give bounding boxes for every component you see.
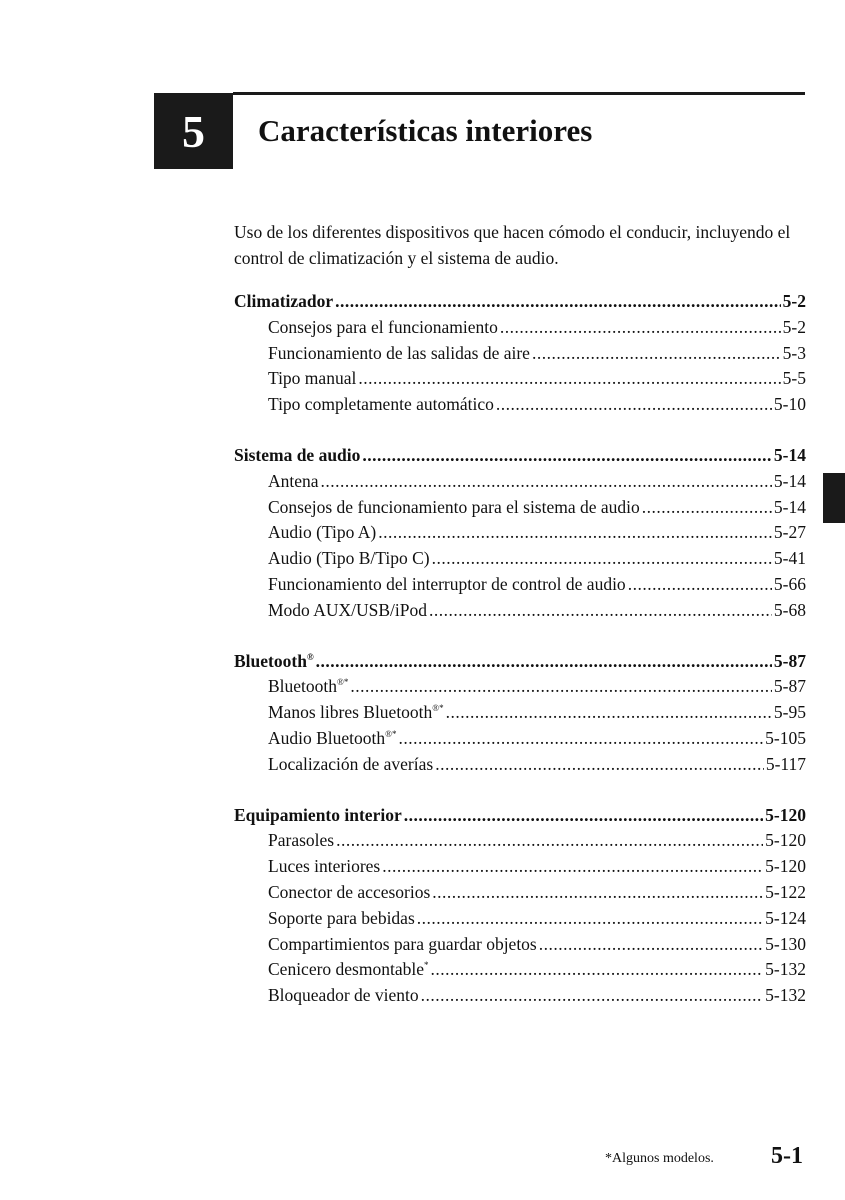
toc-entry-text: Equipamiento interior (234, 804, 402, 825)
toc-entry[interactable] (234, 469, 806, 495)
toc-entry-label (268, 341, 530, 367)
toc-entry-text: Consejos de funcionamiento para el sistema de audio (268, 496, 640, 517)
toc-entry[interactable] (234, 957, 806, 983)
toc-entry[interactable] (234, 726, 806, 752)
dot-leader (432, 880, 763, 906)
toc-page-ref: 5-124 (765, 907, 806, 928)
toc-entry-label (268, 932, 537, 958)
dot-leader (321, 469, 772, 495)
toc-entry-label (268, 366, 356, 392)
toc-entry-text: Soporte para bebidas (268, 907, 415, 928)
toc-entry[interactable] (234, 932, 806, 958)
toc-page-ref: 5-132 (765, 985, 806, 1006)
toc-section (234, 443, 806, 624)
toc-page-ref: 5-68 (773, 599, 806, 620)
toc-entry-label (268, 983, 419, 1009)
toc-entry[interactable] (234, 315, 806, 341)
footnote: *Algunos modelos. (605, 1151, 714, 1166)
toc-entry-label (268, 469, 319, 495)
toc-page-ref: 5-3 (782, 342, 806, 363)
dot-leader (399, 726, 764, 752)
toc-page-ref: 5-5 (782, 368, 806, 389)
toc-page-ref: 5-132 (765, 959, 806, 980)
toc-page-ref: 5-41 (773, 548, 806, 569)
toc-page-ref: 5-87 (773, 650, 806, 671)
toc-entry-text: Sistema de audio (234, 444, 361, 465)
toc-entry-label (268, 674, 348, 700)
toc-entry-label (234, 649, 314, 675)
chapter-side-tab (823, 473, 845, 523)
toc-entry-label (268, 828, 334, 854)
toc-entry-text: Conector de accesorios (268, 881, 431, 902)
toc-entry-superscript: * (424, 960, 429, 971)
dot-leader (378, 520, 772, 546)
toc-entry-text: Bloqueador de viento (268, 985, 419, 1006)
toc-page-ref: 5-120 (765, 830, 806, 851)
toc-entry-superscript: ®* (385, 728, 397, 739)
toc-section-heading[interactable] (234, 443, 806, 469)
toc-page-ref: 5-27 (773, 522, 806, 543)
dot-leader (316, 649, 772, 675)
dot-leader (429, 598, 772, 624)
toc-entry-label (268, 906, 415, 932)
toc-entry-label (268, 392, 494, 418)
toc-entry-text: Cenicero desmontable (268, 959, 424, 980)
page-number: 5-1 (771, 1143, 803, 1169)
dot-leader (432, 546, 772, 572)
dot-leader (435, 752, 764, 778)
toc-entry-label (268, 315, 498, 341)
toc-entry[interactable] (234, 828, 806, 854)
toc-page-ref: 5-66 (773, 573, 806, 594)
toc-page-ref: 5-14 (773, 496, 806, 517)
toc-section-heading[interactable] (234, 289, 806, 315)
toc-entry[interactable] (234, 700, 806, 726)
dot-leader (404, 803, 763, 829)
toc-page-ref: 5-14 (773, 444, 806, 465)
toc-page-ref: 5-87 (773, 676, 806, 697)
toc-entry-text: Bluetooth (234, 650, 307, 671)
chapter-intro: Uso de los diferentes dispositivos que hacen cómodo el conducir, incluyendo el control de climatización y el sistema de audio. (234, 222, 791, 268)
chapter-header-rule (233, 92, 805, 95)
toc-entry-superscript: ® (306, 651, 314, 662)
toc-entry-text: Climatizador (234, 291, 334, 311)
chapter-number: 5 (182, 105, 205, 157)
toc-page-ref: 5-105 (765, 727, 806, 748)
toc-entry-text: Consejos para el funcionamiento (268, 316, 498, 337)
chapter-title: Características interiores (258, 113, 593, 148)
toc-entry-superscript: ®* (337, 677, 349, 688)
toc-entry[interactable] (234, 366, 806, 392)
toc-entry-text: Antena (268, 470, 319, 491)
toc-entry[interactable] (234, 495, 806, 521)
dot-leader (336, 828, 763, 854)
toc-entry[interactable] (234, 341, 806, 367)
toc-entry-label (268, 572, 626, 598)
toc-page-ref: 5-2 (782, 316, 806, 337)
dot-leader (350, 674, 772, 700)
toc-entry-label (268, 546, 430, 572)
toc-entry-label (234, 803, 402, 829)
toc-section-heading[interactable] (234, 803, 806, 829)
dot-leader (532, 341, 781, 367)
dot-leader (431, 957, 764, 983)
table-of-contents (234, 289, 806, 1034)
toc-section (234, 289, 806, 418)
toc-section-heading[interactable] (234, 649, 806, 675)
toc-entry-label (268, 854, 380, 880)
toc-entry-label (268, 520, 376, 546)
toc-section (234, 649, 806, 778)
toc-entry[interactable] (234, 572, 806, 598)
toc-entry[interactable] (234, 906, 806, 932)
toc-entry-text: Compartimientos para guardar objetos (268, 933, 537, 954)
toc-page-ref: 5-120 (765, 804, 806, 825)
toc-entry-label (268, 495, 640, 521)
toc-entry-text: Manos libres Bluetooth (268, 702, 433, 723)
toc-page-ref: 5-95 (773, 702, 806, 723)
toc-entry-text: Bluetooth (268, 676, 338, 697)
toc-entry-label (234, 289, 333, 315)
dot-leader (421, 983, 764, 1009)
toc-entry-text: Localización de averías (268, 753, 434, 774)
dot-leader (362, 443, 772, 469)
dot-leader (628, 572, 772, 598)
toc-entry-text: Modo AUX/USB/iPod (268, 599, 427, 620)
toc-entry-text: Tipo completamente automático (268, 394, 494, 415)
toc-entry[interactable] (234, 752, 806, 778)
toc-entry-text: Tipo manual (268, 368, 357, 389)
toc-entry-label (268, 880, 430, 906)
toc-entry-label (234, 443, 360, 469)
toc-page-ref: 5-130 (765, 933, 806, 954)
toc-entry-text: Funcionamiento de las salidas de aire (268, 342, 530, 363)
dot-leader (335, 289, 781, 315)
toc-entry[interactable] (234, 854, 806, 880)
toc-page-ref: 5-10 (773, 394, 806, 415)
toc-entry-text: Luces interiores (268, 856, 381, 877)
toc-page-ref: 5-2 (782, 291, 806, 311)
dot-leader (500, 315, 781, 341)
toc-entry-text: Audio Bluetooth (268, 727, 386, 748)
dot-leader (382, 854, 763, 880)
dot-leader (642, 495, 772, 521)
toc-entry-label (268, 726, 397, 752)
toc-entry-label (268, 598, 427, 624)
toc-entry[interactable] (234, 880, 806, 906)
dot-leader (446, 700, 772, 726)
toc-entry-superscript: ®* (432, 703, 444, 714)
toc-entry-text: Parasoles (268, 830, 335, 851)
toc-entry-label (268, 957, 429, 983)
toc-entry[interactable] (234, 392, 806, 418)
toc-entry-label (268, 700, 444, 726)
toc-entry-label (268, 752, 433, 778)
toc-page-ref: 5-117 (765, 753, 806, 774)
toc-entry-text: Audio (Tipo B/Tipo C) (268, 548, 430, 569)
toc-page-ref: 5-14 (773, 470, 806, 491)
dot-leader (496, 392, 772, 418)
toc-page-ref: 5-120 (765, 856, 806, 877)
toc-entry[interactable] (234, 520, 806, 546)
toc-section (234, 803, 806, 1009)
chapter-number-box (154, 93, 233, 169)
toc-entry-text: Audio (Tipo A) (268, 522, 377, 543)
toc-entry[interactable] (234, 983, 806, 1009)
toc-entry[interactable] (234, 674, 806, 700)
toc-page-ref: 5-122 (765, 881, 806, 902)
toc-entry-text: Funcionamiento del interruptor de control de audio (268, 573, 626, 594)
dot-leader (417, 906, 763, 932)
dot-leader (358, 366, 780, 392)
dot-leader (539, 932, 763, 958)
toc-entry[interactable] (234, 598, 806, 624)
toc-entry[interactable] (234, 546, 806, 572)
